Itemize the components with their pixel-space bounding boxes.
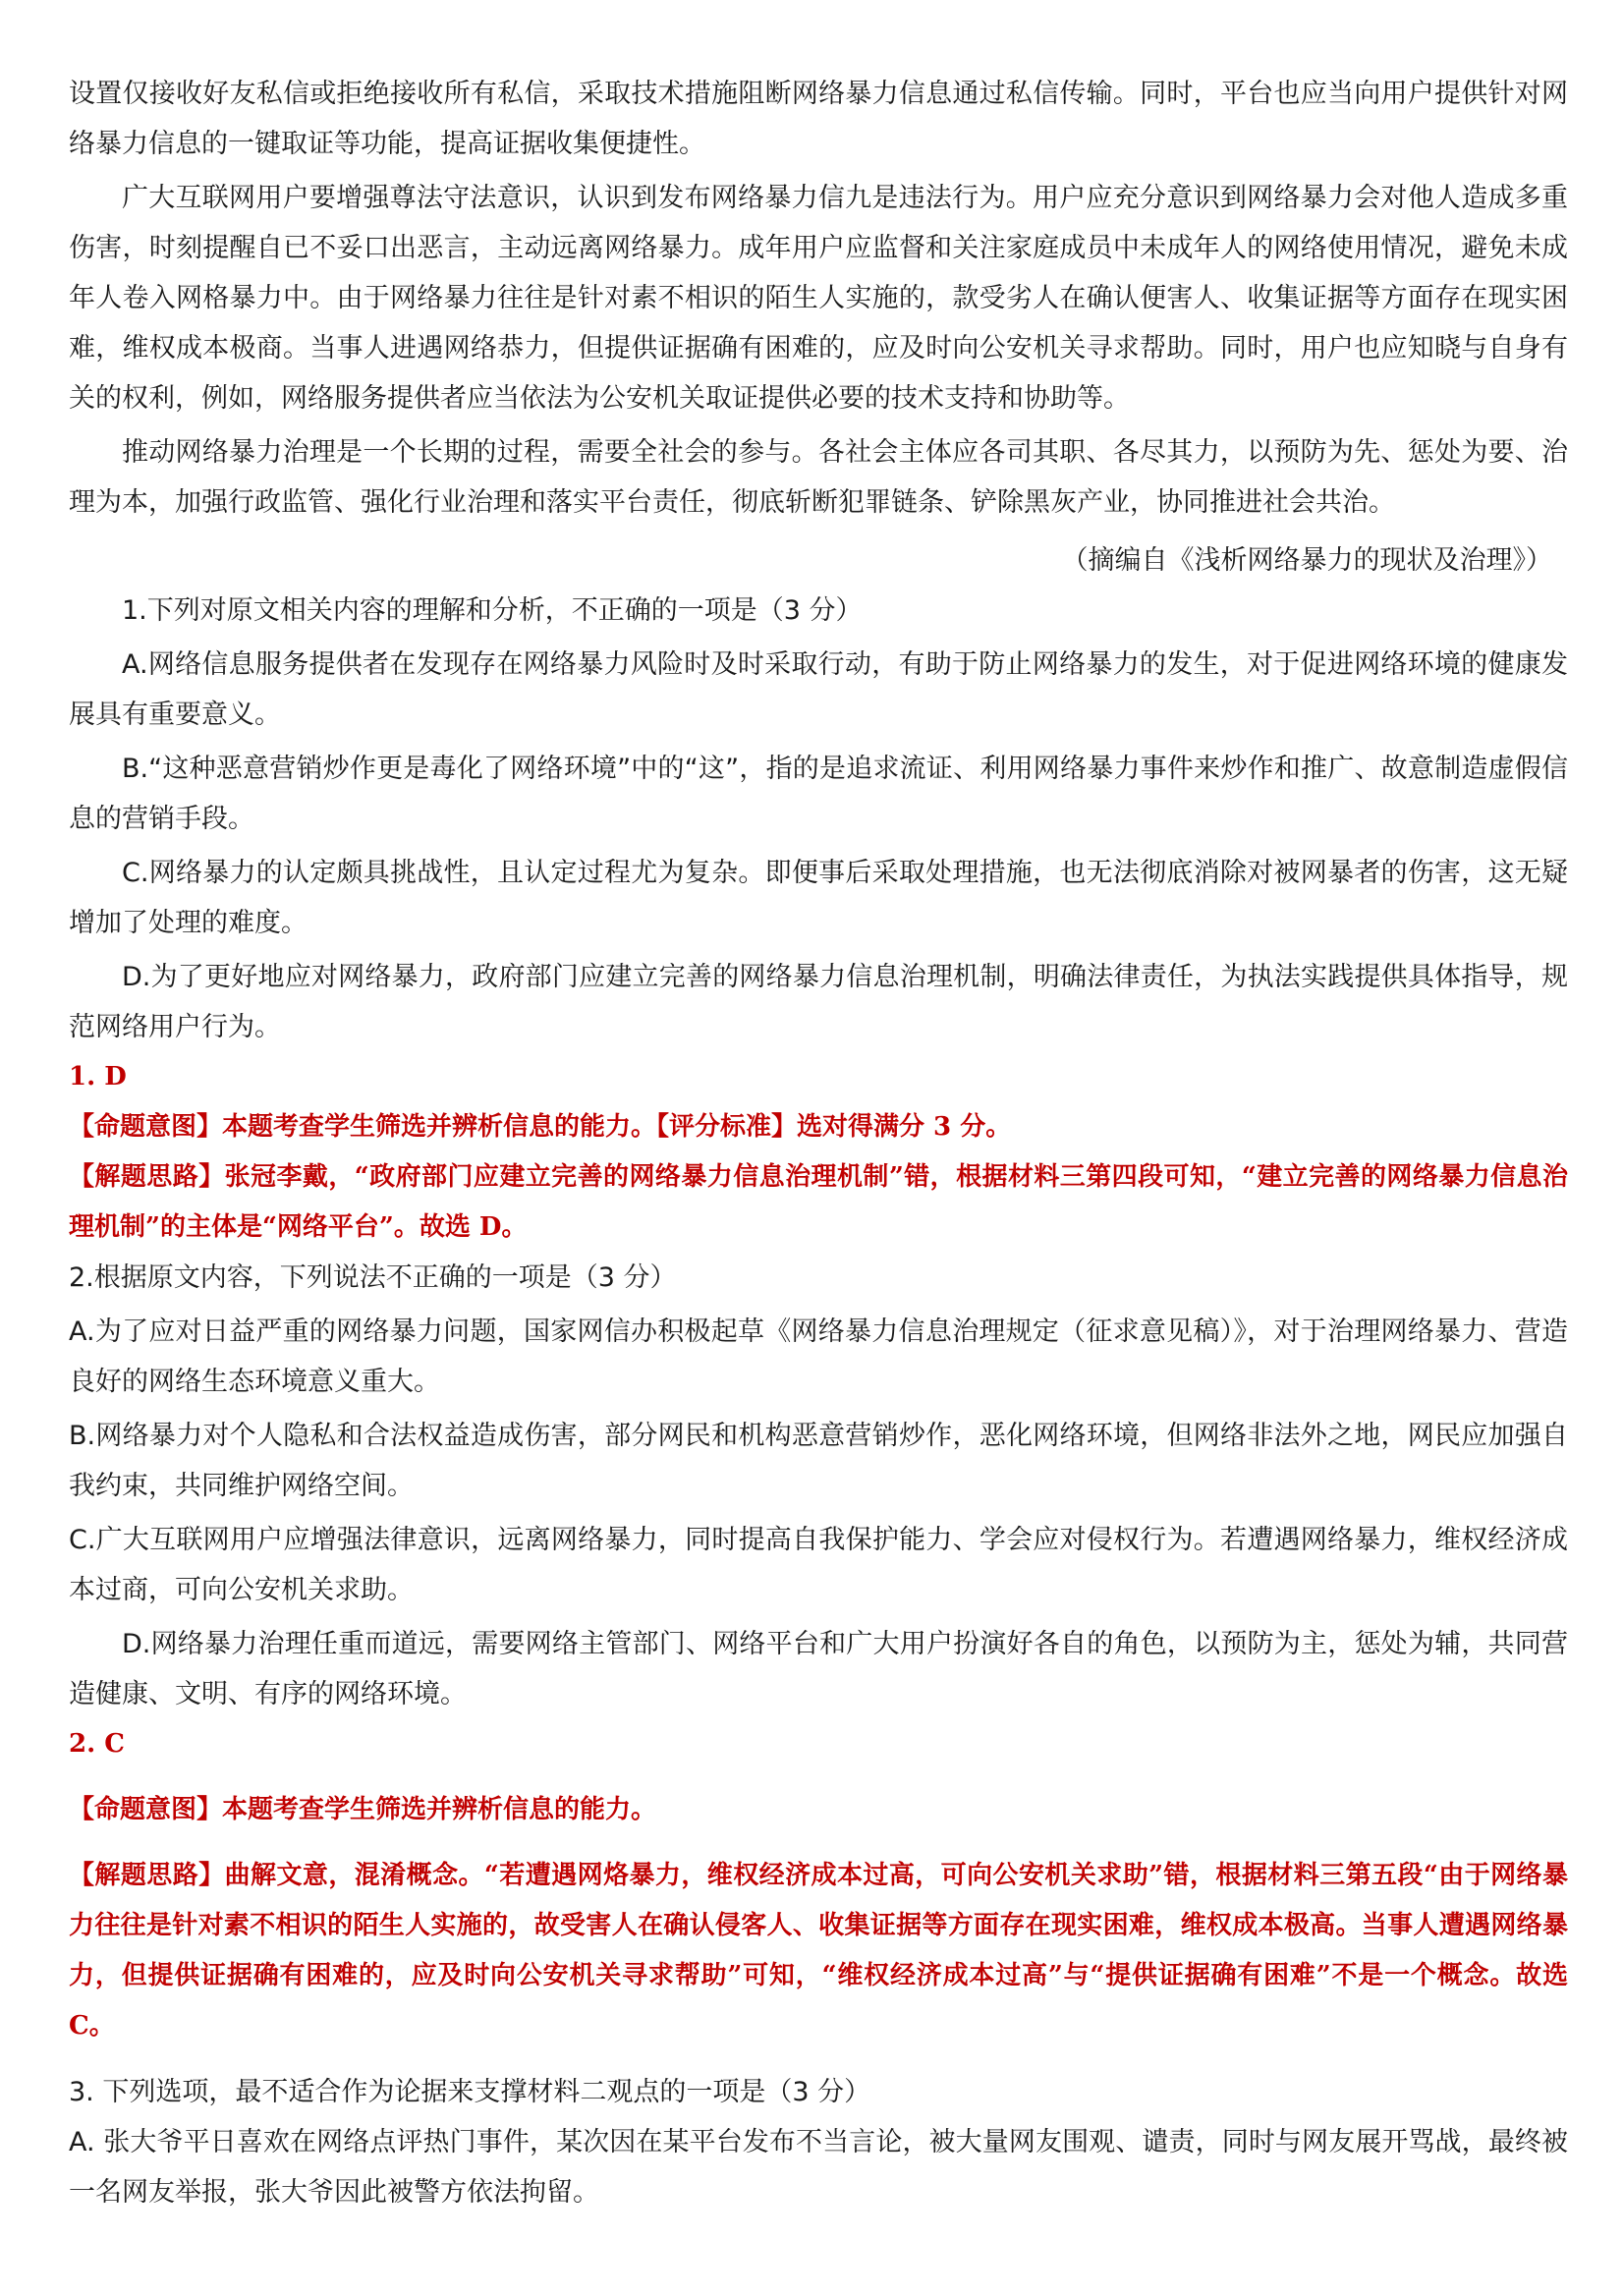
paragraph-user-awareness: 广大互联网用户要增强尊法守法意识，认识到发布网络暴力信九是违法行为。用户应充分意识到网络暴力会对他人造成多重伤害，时刻提醒自已不妥口出恶言，主动远离网络暴力。成年用户应监督和关注家庭成员中未成年人的网络使用情况，避免未成年人卷入网格暴力中。由于网络暴力往往是针对素不相识的陌生人实施的，款受劣人在确认便害人、收集证据等方面存在现实困难，维权成本极商。当事人进遇网络恭力，但提供证据确有困难的，应及时向公安机关寻求帮助。同时，用户也应知晓与自身有关的权利，例如，网络服务提供者应当依法为公安机关取证提供必要的技术支持和协助等。 [69,183,1568,414]
question-3-option-a: A. 张大爷平日喜欢在网络点评热门事件，某次因在某平台发布不当言论，被大量网友围观、谴责，同时与网友展开骂战，最终被一名网友举报，张大爷因此被警方依法拘留。 [69,2127,1568,2208]
question-2-option-a: A.为了应对日益严重的网络暴力问题，国家网信办积极起草《网络暴力信息治理规定（征求意见稿）》，对于治理网络暴力、营造良好的网络生态环境意义重大。 [69,1316,1568,1397]
question-1-option-c: C.网络暴力的认定颇具挑战性，且认定过程尤为复杂。即便事后采取处理措施，也无法彻底消除对被网暴者的伤害，这无疑增加了处理的难度。 [69,858,1568,938]
question-1-analysis: 【解题思路】张冠李戴，“政府部门应建立完善的网络暴力信息治理机制”错，根据材料三第四段可知，“建立完善的网络暴力信息治理机制”的主体是“网络平台”。故选 D。 [69,1162,1568,1242]
question-2-option-b: B.网络暴力对个人隐私和合法权益造成伤害，部分网民和机构恶意营销炒作，恶化网络环境，但网络非法外之地，网民应加强自我约束，共同维护网络空间。 [69,1421,1568,1501]
question-2-intent: 【命题意图】本题考查学生筛选并辨析信息的能力。 [69,1795,657,1824]
question-1-option-a: A.网络信息服务提供者在发现存在网络暴力风险时及时采取行动，有助于防止网络暴力的发生，对于促进网络环境的健康发展具有重要意义。 [69,649,1568,730]
question-2-analysis: 【解题思路】曲解文意，混淆概念。“若遭遇网烙暴力，维权经济成本过高，可向公安机关求助”错，根据材料三第五段“由于网络暴力往往是针对素不相识的陌生人实施的，故受害人在确认侵客人、收集证据等方面存在现实困难，维权成本极高。当事人遭遇网络暴力，但提供证据确有困难的，应及时向公安机关寻求帮助”可知，“维权经济成本过高”与“提供证据确有困难”不是一个概念。故选 C。 [69,1861,1568,2041]
question-1-stem: 1.下列对原文相关内容的理解和分析，不正确的一项是（3 分） [122,595,863,626]
source-citation: （摘编自《浅析网络暴力的现状及治理》） [1061,545,1552,576]
question-3-stem: 3. 下列选项，最不适合作为论据来支撑材料二观点的一项是（3 分） [69,2077,871,2107]
question-1-option-d: D.为了更好地应对网络暴力，政府部门应建立完善的网络暴力信息治理机制，明确法律责任，为执法实践提供具体指导，规范网络用户行为。 [69,962,1568,1042]
question-1-answer: 1. D [69,1062,127,1092]
paragraph-social-governance: 推动网络暴力治理是一个长期的过程，需要全社会的参与。各社会主体应各司其职、各尽其力，以预防为先、惩处为要、治理为本，加强行政监管、强化行业治理和落实平台责任，彻底斩断犯罪链条、铲除黑灰产业，协同推进社会共治。 [69,437,1568,518]
question-2-option-d: D.网络暴力治理任重而道远，需要网络主管部门、网络平台和广大用户扮演好各自的角色，以预防为主，惩处为辅，共同营造健康、文明、有序的网络环境。 [69,1629,1568,1709]
question-1-option-b: B.“这种恶意营销炒作更是毒化了网络环境”中的“这”，指的是追求流证、利用网络暴力事件来炒作和推广、故意制造虚假信息的营销手段。 [69,754,1568,834]
question-2-option-c: C.广大互联网用户应增强法律意识，远离网络暴力，同时提高自我保护能力、学会应对侵权行为。若遭遇网络暴力，维权经济成本过商，可向公安机关求助。 [69,1525,1568,1605]
question-2-stem: 2.根据原文内容，下列说法不正确的一项是（3 分） [69,1262,677,1293]
question-2-answer: 2. C [69,1729,125,1759]
paragraph-continuation: 设置仅接收好友私信或拒绝接收所有私信，采取技术措施阻断网络暴力信息通过私信传输。同时，平台也应当向用户提供针对网络暴力信息的一键取证等功能，提高证据收集便捷性。 [69,79,1568,159]
question-1-intent: 【命题意图】本题考查学生筛选并辨析信息的能力。【评分标准】选对得满分 3 分。 [69,1112,1012,1142]
